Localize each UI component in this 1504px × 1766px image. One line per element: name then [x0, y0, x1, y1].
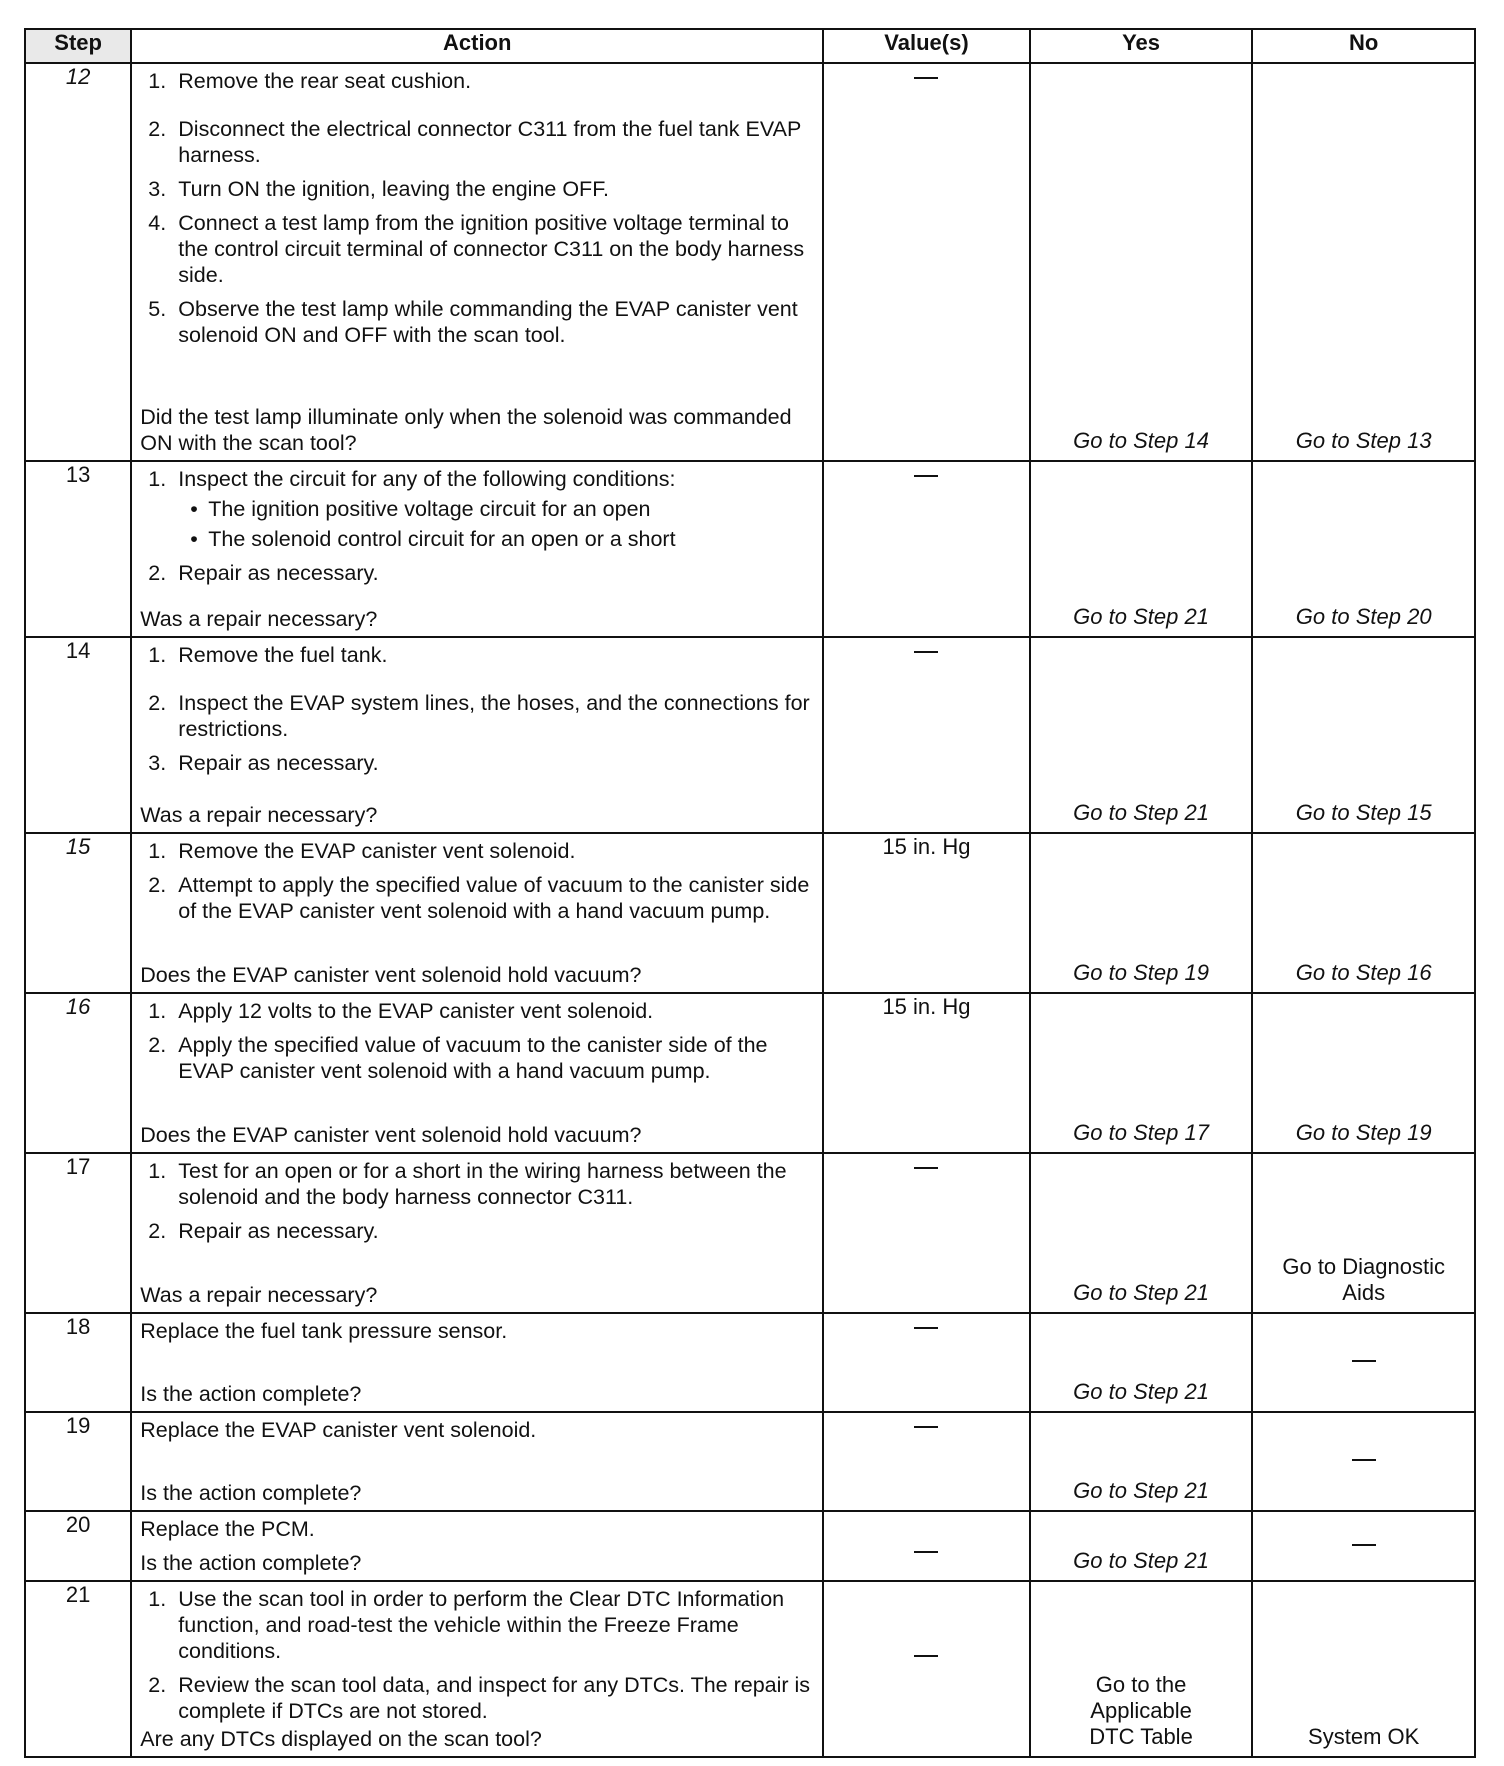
value-cell — [823, 1153, 1030, 1313]
action-cell — [131, 461, 823, 637]
yes-result: Go to Step 21 — [1073, 1280, 1209, 1305]
no-result: Go to Step 19 — [1295, 1120, 1432, 1145]
table-row — [25, 637, 1475, 833]
empty-value-dash — [914, 1167, 938, 1169]
step-number: 18 — [25, 1313, 131, 1412]
no-cell — [1252, 63, 1475, 461]
action-cell — [131, 993, 823, 1153]
action-cell — [131, 833, 823, 993]
value-cell — [823, 461, 1030, 637]
condition-list — [178, 496, 814, 552]
empty-value-dash — [914, 651, 938, 653]
empty-value-dash — [914, 1327, 938, 1329]
yes-result: Go to Step 19 — [1073, 960, 1209, 985]
yes-result: Go to Step 21 — [1073, 1379, 1209, 1404]
value-cell — [823, 1511, 1030, 1581]
no-cell — [1252, 993, 1475, 1153]
no-result: Go to Diagnostic Aids — [1282, 1254, 1445, 1305]
empty-value-dash — [914, 77, 938, 79]
table-row — [25, 833, 1475, 993]
step-number: 21 — [25, 1581, 131, 1757]
list-item: 2. Inspect the EVAP system lines, the hoses, and the connections for restrictions. — [148, 691, 810, 741]
list-item: • The ignition positive voltage circuit for an open — [208, 496, 814, 522]
no-cell — [1252, 1313, 1475, 1412]
no-result: Go to Step 16 — [1295, 960, 1432, 985]
action-question: Are any DTCs displayed on the scan tool? — [140, 1727, 542, 1751]
table-row — [25, 1412, 1475, 1511]
no-cell — [1252, 1412, 1475, 1511]
action-steps — [140, 1158, 814, 1244]
list-item: 2. Repair as necessary. — [148, 1219, 379, 1243]
action-question: Did the test lamp illuminate only when the solenoid was commanded ON with the scan tool? — [140, 405, 792, 455]
list-item: 1. Remove the fuel tank. — [148, 643, 388, 667]
table-row — [25, 1313, 1475, 1412]
action-cell — [131, 1153, 823, 1313]
value-cell — [823, 637, 1030, 833]
list-item: 2. Review the scan tool data, and inspect for any DTCs. The repair is complete if DTCs are not stored. — [148, 1673, 811, 1723]
action-text: Replace the fuel tank pressure sensor. — [140, 1319, 508, 1343]
yes-result: Go to Step 17 — [1073, 1120, 1209, 1145]
no-cell — [1252, 637, 1475, 833]
yes-result: Go to Step 21 — [1073, 1478, 1209, 1503]
list-item: 4. Connect a test lamp from the ignition positive voltage terminal to the control circuit terminal of connector C311 on the body harness side. — [148, 211, 805, 287]
action-text: Replace the PCM. — [140, 1517, 315, 1541]
action-question: Was a repair necessary? — [140, 1283, 378, 1307]
yes-result: Go to Step 21 — [1073, 800, 1209, 825]
yes-cell — [1030, 1153, 1253, 1313]
empty-value-dash — [914, 475, 938, 477]
no-result: Go to Step 15 — [1295, 800, 1432, 825]
no-cell — [1252, 1511, 1475, 1581]
action-question: Is the action complete? — [140, 1551, 362, 1575]
list-item: • The solenoid control circuit for an open or a short — [208, 526, 814, 552]
value-cell — [823, 1313, 1030, 1412]
action-cell — [131, 1313, 823, 1412]
yes-cell — [1030, 1581, 1253, 1757]
list-item: 1. Apply 12 volts to the EVAP canister vent solenoid. — [148, 999, 654, 1023]
action-cell — [131, 1581, 823, 1757]
list-item: 2. Disconnect the electrical connector C311 from the fuel tank EVAP harness. — [148, 117, 801, 167]
step-number: 20 — [25, 1511, 131, 1581]
action-steps — [140, 68, 814, 348]
list-item: 2. Apply the specified value of vacuum to the canister side of the EVAP canister vent solenoid with a hand vacuum pump. — [148, 1033, 768, 1083]
table-row — [25, 1581, 1475, 1757]
header-values: Value(s) — [823, 29, 1030, 63]
step-number: 19 — [25, 1412, 131, 1511]
diagnostic-table — [24, 28, 1476, 1758]
header-row — [25, 29, 1475, 63]
list-item: 1. Remove the EVAP canister vent solenoid. — [148, 839, 576, 863]
action-cell — [131, 1412, 823, 1511]
step-number: 13 — [25, 461, 131, 637]
empty-no-dash — [1352, 1360, 1376, 1362]
action-steps — [140, 466, 814, 586]
action-steps — [140, 1586, 814, 1724]
no-cell — [1252, 461, 1475, 637]
table-row — [25, 1153, 1475, 1313]
yes-result: Go to Step 14 — [1073, 428, 1209, 453]
action-cell — [131, 1511, 823, 1581]
header-action: Action — [131, 29, 823, 63]
list-item: 1. Use the scan tool in order to perform the Clear DTC Information function, and road-test the vehicle within the Freeze Frame conditions. — [148, 1587, 785, 1663]
list-item: 2. Attempt to apply the specified value of vacuum to the canister side of the EVAP canister vent solenoid with a hand vacuum pump. — [148, 873, 810, 923]
yes-cell — [1030, 833, 1253, 993]
empty-value-dash — [914, 1551, 938, 1553]
empty-no-dash — [1352, 1459, 1376, 1461]
step-number: 12 — [25, 63, 131, 461]
empty-value-dash — [914, 1655, 938, 1657]
table-row — [25, 63, 1475, 461]
no-result: System OK — [1308, 1724, 1420, 1749]
step-number: 15 — [25, 833, 131, 993]
action-question: Was a repair necessary? — [140, 803, 378, 827]
action-question: Does the EVAP canister vent solenoid hold vacuum? — [140, 1123, 642, 1147]
yes-cell — [1030, 1511, 1253, 1581]
table-row — [25, 461, 1475, 637]
no-cell — [1252, 1153, 1475, 1313]
table-row — [25, 1511, 1475, 1581]
list-item: 5. Observe the test lamp while commanding the EVAP canister vent solenoid ON and OFF with the scan tool. — [148, 297, 798, 347]
value-cell: 15 in. Hg — [823, 833, 1030, 993]
yes-cell — [1030, 461, 1253, 637]
empty-value-dash — [914, 1426, 938, 1428]
action-cell — [131, 63, 823, 461]
header-step: Step — [25, 29, 131, 63]
yes-cell — [1030, 993, 1253, 1153]
action-question: Was a repair necessary? — [140, 607, 378, 631]
action-question: Is the action complete? — [140, 1481, 362, 1505]
header-yes: Yes — [1030, 29, 1253, 63]
action-steps — [140, 642, 814, 776]
empty-no-dash — [1352, 1544, 1376, 1546]
list-item: 3. Repair as necessary. — [148, 751, 379, 775]
no-cell — [1252, 833, 1475, 993]
list-item: 1. Inspect the circuit for any of the following conditions: • The ignition positive voltage circuit for an open • The solenoid control circuit for an open or a short — [178, 466, 814, 552]
step-number: 17 — [25, 1153, 131, 1313]
diagnostic-table-container — [24, 28, 1476, 1758]
step-number: 14 — [25, 637, 131, 833]
yes-cell — [1030, 1412, 1253, 1511]
action-question: Is the action complete? — [140, 1382, 362, 1406]
yes-result: Go to Step 21 — [1073, 604, 1209, 629]
step-number: 16 — [25, 993, 131, 1153]
list-item: 1. Test for an open or for a short in the wiring harness between the solenoid and the body harness connector C311. — [148, 1159, 787, 1209]
yes-result: Go to the Applicable DTC Table — [1089, 1672, 1193, 1749]
action-steps — [140, 838, 814, 924]
header-no: No — [1252, 29, 1475, 63]
action-question: Does the EVAP canister vent solenoid hold vacuum? — [140, 963, 642, 987]
list-item: 1. Remove the rear seat cushion. — [148, 69, 472, 93]
value-cell: 15 in. Hg — [823, 993, 1030, 1153]
action-cell — [131, 637, 823, 833]
action-steps — [140, 998, 814, 1084]
yes-cell — [1030, 1313, 1253, 1412]
list-item: 3. Turn ON the ignition, leaving the engine OFF. — [148, 177, 609, 201]
yes-result: Go to Step 21 — [1073, 1548, 1209, 1573]
list-item: 2. Repair as necessary. — [148, 561, 379, 585]
no-result: Go to Step 20 — [1295, 604, 1432, 629]
yes-cell — [1030, 637, 1253, 833]
value-cell — [823, 1581, 1030, 1757]
value-cell — [823, 1412, 1030, 1511]
no-cell — [1252, 1581, 1475, 1757]
value-cell — [823, 63, 1030, 461]
action-text: Replace the EVAP canister vent solenoid. — [140, 1418, 537, 1442]
yes-cell — [1030, 63, 1253, 461]
no-result: Go to Step 13 — [1295, 428, 1432, 453]
table-row — [25, 993, 1475, 1153]
